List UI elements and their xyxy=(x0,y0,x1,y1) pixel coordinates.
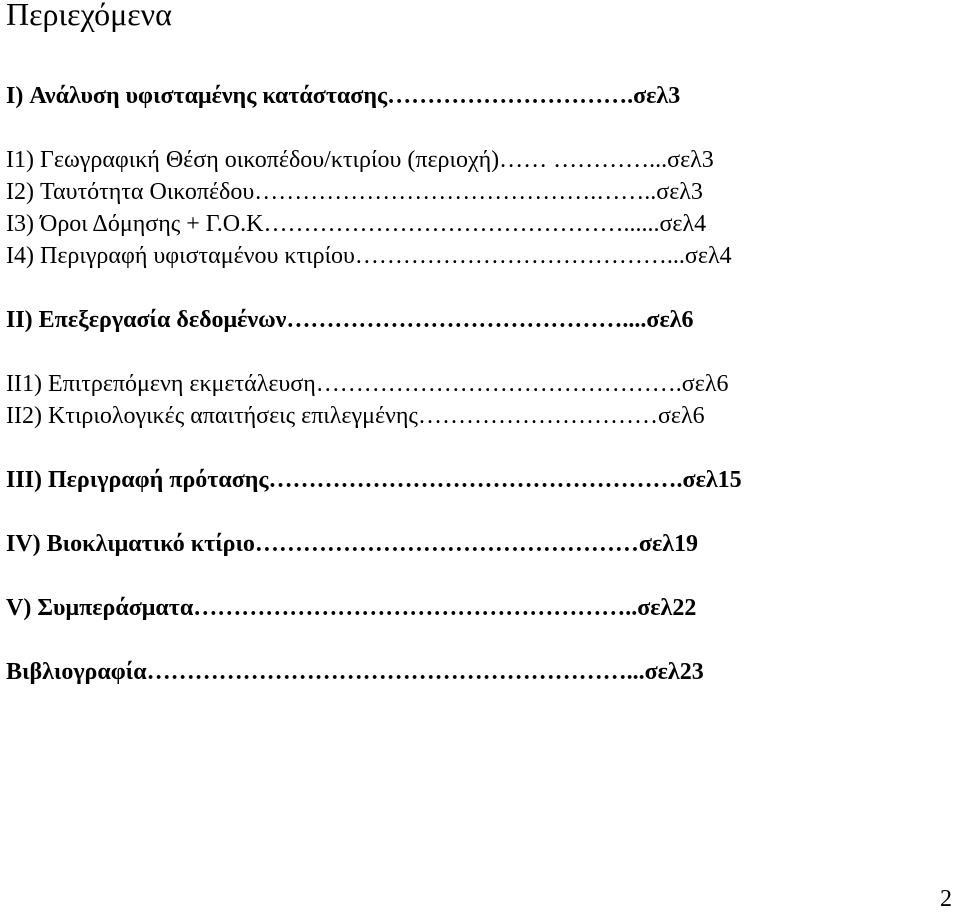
toc-entry-2-1: II1) Επιτρεπόμενη εκμετάλευση……………………………………….σελ6 xyxy=(6,371,729,397)
toc-entry-section-3: III) Περιγραφή πρότασης…………………………………………….σελ15 xyxy=(6,467,742,493)
toc-entry-section-4: IV) Βιοκλιματικό κτίριο…………………………………………σελ19 xyxy=(6,531,699,557)
page-number: 2 xyxy=(940,886,952,912)
toc-entry-section-5: V) Συμπεράσματα………………………………………………..σελ22 xyxy=(6,595,697,621)
toc-entry-section-2: II) Επεξεργασία δεδομένων……………………………………....σελ6 xyxy=(6,307,694,333)
toc-entry-1-4: I4) Περιγραφή υφισταμένου κτιρίου…………………………………...σελ4 xyxy=(6,243,732,269)
toc-entry-1-2: I2) Ταυτότητα Οικοπέδου…………………………………….……..σελ3 xyxy=(6,179,703,205)
page-title: Περιεχόμενα xyxy=(6,0,172,32)
toc-entry-section-1: I) Ανάλυση υφισταμένης κατάστασης………………………….σελ3 xyxy=(6,83,681,109)
toc-entry-1-1: I1) Γεωγραφική Θέση οικοπέδου/κτιρίου (περιοχή)…… …………...σελ3 xyxy=(6,147,714,173)
toc-entry-2-2: II2) Κτιριολογικές απαιτήσεις επιλεγμένης…………………………σελ6 xyxy=(6,403,705,429)
toc-entry-bibliography: Βιβλιογραφία……………………………………………………...σελ23 xyxy=(6,659,704,685)
toc-entry-1-3: I3) Όροι Δόμησης + Γ.Ο.Κ………………………………………......σελ4 xyxy=(6,211,707,237)
